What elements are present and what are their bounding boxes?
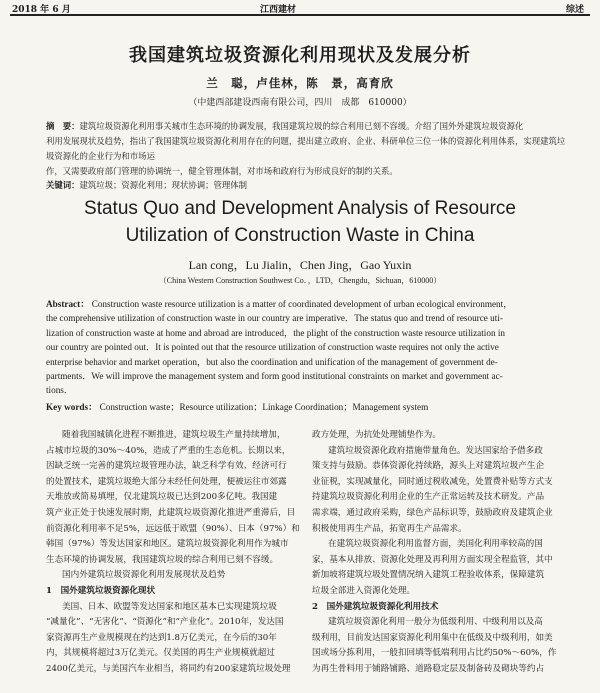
paper-title-en-line-1: Status Quo and Development Analysis of Resource: [84, 198, 516, 219]
body-line: 持建筑垃圾资源化利用企业的生产正常运转及技术研发。产品: [312, 492, 545, 503]
body-line: 2400亿美元，与美国汽车业相当，将同约有200家建筑垃圾处理: [46, 663, 291, 674]
journal-date: 2018 年 6 月: [12, 5, 71, 15]
abstract-en-line: enterprise behavior and market operation，but also the coordination and unification of the management of government de-: [46, 356, 498, 367]
body-line: 政方处理，为抗处处理铺垫作为。: [312, 430, 441, 440]
body-line: 建筑垃圾资源化政府措施带量角色。发达国家给予借多政: [328, 445, 543, 456]
body-line: 为再生骨料用于铺路铺路、道路稳定层及制备砖及砌块等约占: [312, 663, 545, 674]
body-line: 内，其规模将超过3万亿美元。仅美国的再生产业规模就超过: [46, 648, 275, 659]
body-line: 需求端，通过政府采购，绿色产品标识等，鼓励政府及建筑企业: [312, 507, 553, 518]
body-line: 美国、日本、欧盟等发达国家和地区基本已实现建筑垃圾: [62, 601, 277, 612]
keywords-cn-label: 关键词：: [46, 180, 80, 190]
body-line: 筑产业正处于快速发展时期，此建筑垃圾资源化推进严重滞后，目: [46, 507, 296, 518]
body-line: 建筑垃圾资源化利用一般分为低级利用、中级利用以及高: [328, 617, 543, 628]
body-line: 级利用，目前发达国家资源化利用集中在低级及中级利用，如美: [312, 632, 553, 643]
body-line: 国或场分拣利用，一般扣回填等低端利用占比约50%～60%，作: [312, 648, 557, 659]
keywords-en-label: Key words：: [46, 402, 98, 412]
abstract-en-line: Abstract： Construction waste resource utilization is a matter of coordinated development of urban ecological environment，: [46, 299, 513, 309]
keywords-cn-text: 建筑垃圾；资源化利用；现状协调；管理体制: [79, 180, 247, 190]
keywords-cn: [46, 178, 566, 193]
journal-section: 综述: [565, 5, 584, 15]
body-line: 新加坡将建筑垃圾处置情况纳入建筑工程验收体系，保障建筑: [312, 570, 545, 581]
body-line: 因缺乏统一完善的建筑垃圾管理办法，缺乏科学有效、经济可行: [46, 461, 287, 472]
abstract-en-line: our country are pointed out．It is pointed out that the resource utilization of construction waste requires not only the active: [46, 342, 499, 353]
body-line: 业征税，实现减量化，同时通过税收减免，处置费补贴等方式支: [312, 476, 553, 487]
body-line: 随着我国城镇化进程不断推进，建筑垃圾生产量持续增加，: [62, 430, 286, 440]
abstract-cn-line-1: 摘 要：建筑垃圾资源化利用事关城市生态环境的协调发展，我国建筑垃圾的综合利用已刻不容缓。介绍了国外外建筑垃圾资源化: [46, 121, 524, 131]
journal-name: 江西建材: [260, 5, 297, 15]
abstract-en: [46, 297, 566, 398]
abstract-cn-line-2: 利用发展现状及趋势，指出了我国建筑垃圾资源化利用存在的问题，提出建立政府、企业、科研单位三位一体的资源化利用体系，实现建筑垃圾资源化的企业行为和市场运: [46, 136, 566, 161]
section-heading: 2 国外建筑垃圾资源化利用技术: [312, 601, 439, 612]
body-line: 积极使用再生产品，拓宽再生产品需求。: [312, 523, 467, 534]
affiliation-cn: （中建西部建设西南有限公司，四川 成都 610000）: [188, 98, 412, 108]
body-line: 策支持与鼓励。恭体资源化持续路，源头上对建筑垃圾产生企: [312, 461, 545, 472]
body-line: 前资源化利用率不足5%，远远低于欧盟（90%）、日本（97%）和: [46, 523, 300, 534]
paper-title-en-line-2: Utilization of Construction Waste in China: [125, 225, 475, 246]
paper-title-cn: 我国建筑垃圾资源化利用现状及发展分析: [129, 45, 471, 66]
body-line: 在建筑垃圾资源化利用监督方面，美国化利用率较高的国: [328, 539, 543, 550]
body-line: “减量化”、“无害化”、“资源化”和“产业化”。2010年，发达国: [46, 617, 284, 628]
abstract-en-line: lization of construction waste at home and abroad are introduced，the plight of the construction waste resource utilization in: [46, 327, 505, 338]
authors-en: Lan cong，Lu Jialin，Chen Jing，Gao Yuxin: [188, 258, 412, 272]
body-line: 家资源再生产业规模现在约达到1.8万亿美元，在今后的30年: [46, 632, 277, 643]
body-subheading: 国内外建筑垃圾资源化利用发展现状及趋势: [62, 570, 226, 581]
body-line: 天堆放或简易填埋，仅北建筑垃圾已达到200多亿吨。我国建: [46, 492, 278, 503]
body-line: 生态环境的协调发展，我国建筑垃圾的综合利用已刻不容缓。: [46, 554, 279, 565]
abstract-cn-line-3: 作，又需要政府部门管理的协调统一，健全管理体制，对市场和政府行为形成良好的制约关系。: [46, 166, 398, 176]
abstract-cn-label: 摘 要：: [46, 121, 80, 131]
paper-title-en: [0, 195, 600, 249]
body-line: 垃圾全部进入资源化处理。: [312, 585, 416, 596]
keywords-en: [46, 400, 566, 414]
body-line: 的处置技术，建筑垃圾绝大部分未经任何处理，便被运往市郊露: [46, 476, 287, 487]
body-line: 占城市垃圾的30%～40%，造成了严重的生态危机。长期以来，: [46, 445, 291, 456]
abstract-en-line: the comprehensive utilization of construction waste in our country are imperative．The status quo and trend of resource uti-: [46, 313, 503, 324]
keywords-en-text: Construction waste；Resource utilization；Linkage Coordination；Management system: [99, 402, 429, 412]
body-line: 韩国（97%）等发达国家和地区。建筑垃圾资源化利用作为城市: [46, 539, 289, 550]
affiliation-en: （China Western Construction Southwest Co．，LTD，Chengdu，Sichuan，610000）: [158, 276, 442, 285]
abstract-en-line: partments．We will improve the management system and form good institutional constraints on market and government ac-: [46, 371, 503, 382]
body-right-column: [312, 428, 570, 678]
abstract-en-line: tions．: [46, 385, 74, 396]
abstract-en-label: Abstract：: [46, 299, 90, 309]
body-left-column: [46, 428, 301, 678]
section-heading: 1 国外建筑垃圾资源化现状: [46, 585, 156, 596]
body-line: 家，基本从排放、资源化处理及再利用方面实现全程监管，其中: [312, 554, 553, 565]
authors-cn: 兰 聪，卢佳林，陈 景，高育欣: [206, 76, 394, 90]
header-rule: [10, 14, 590, 16]
